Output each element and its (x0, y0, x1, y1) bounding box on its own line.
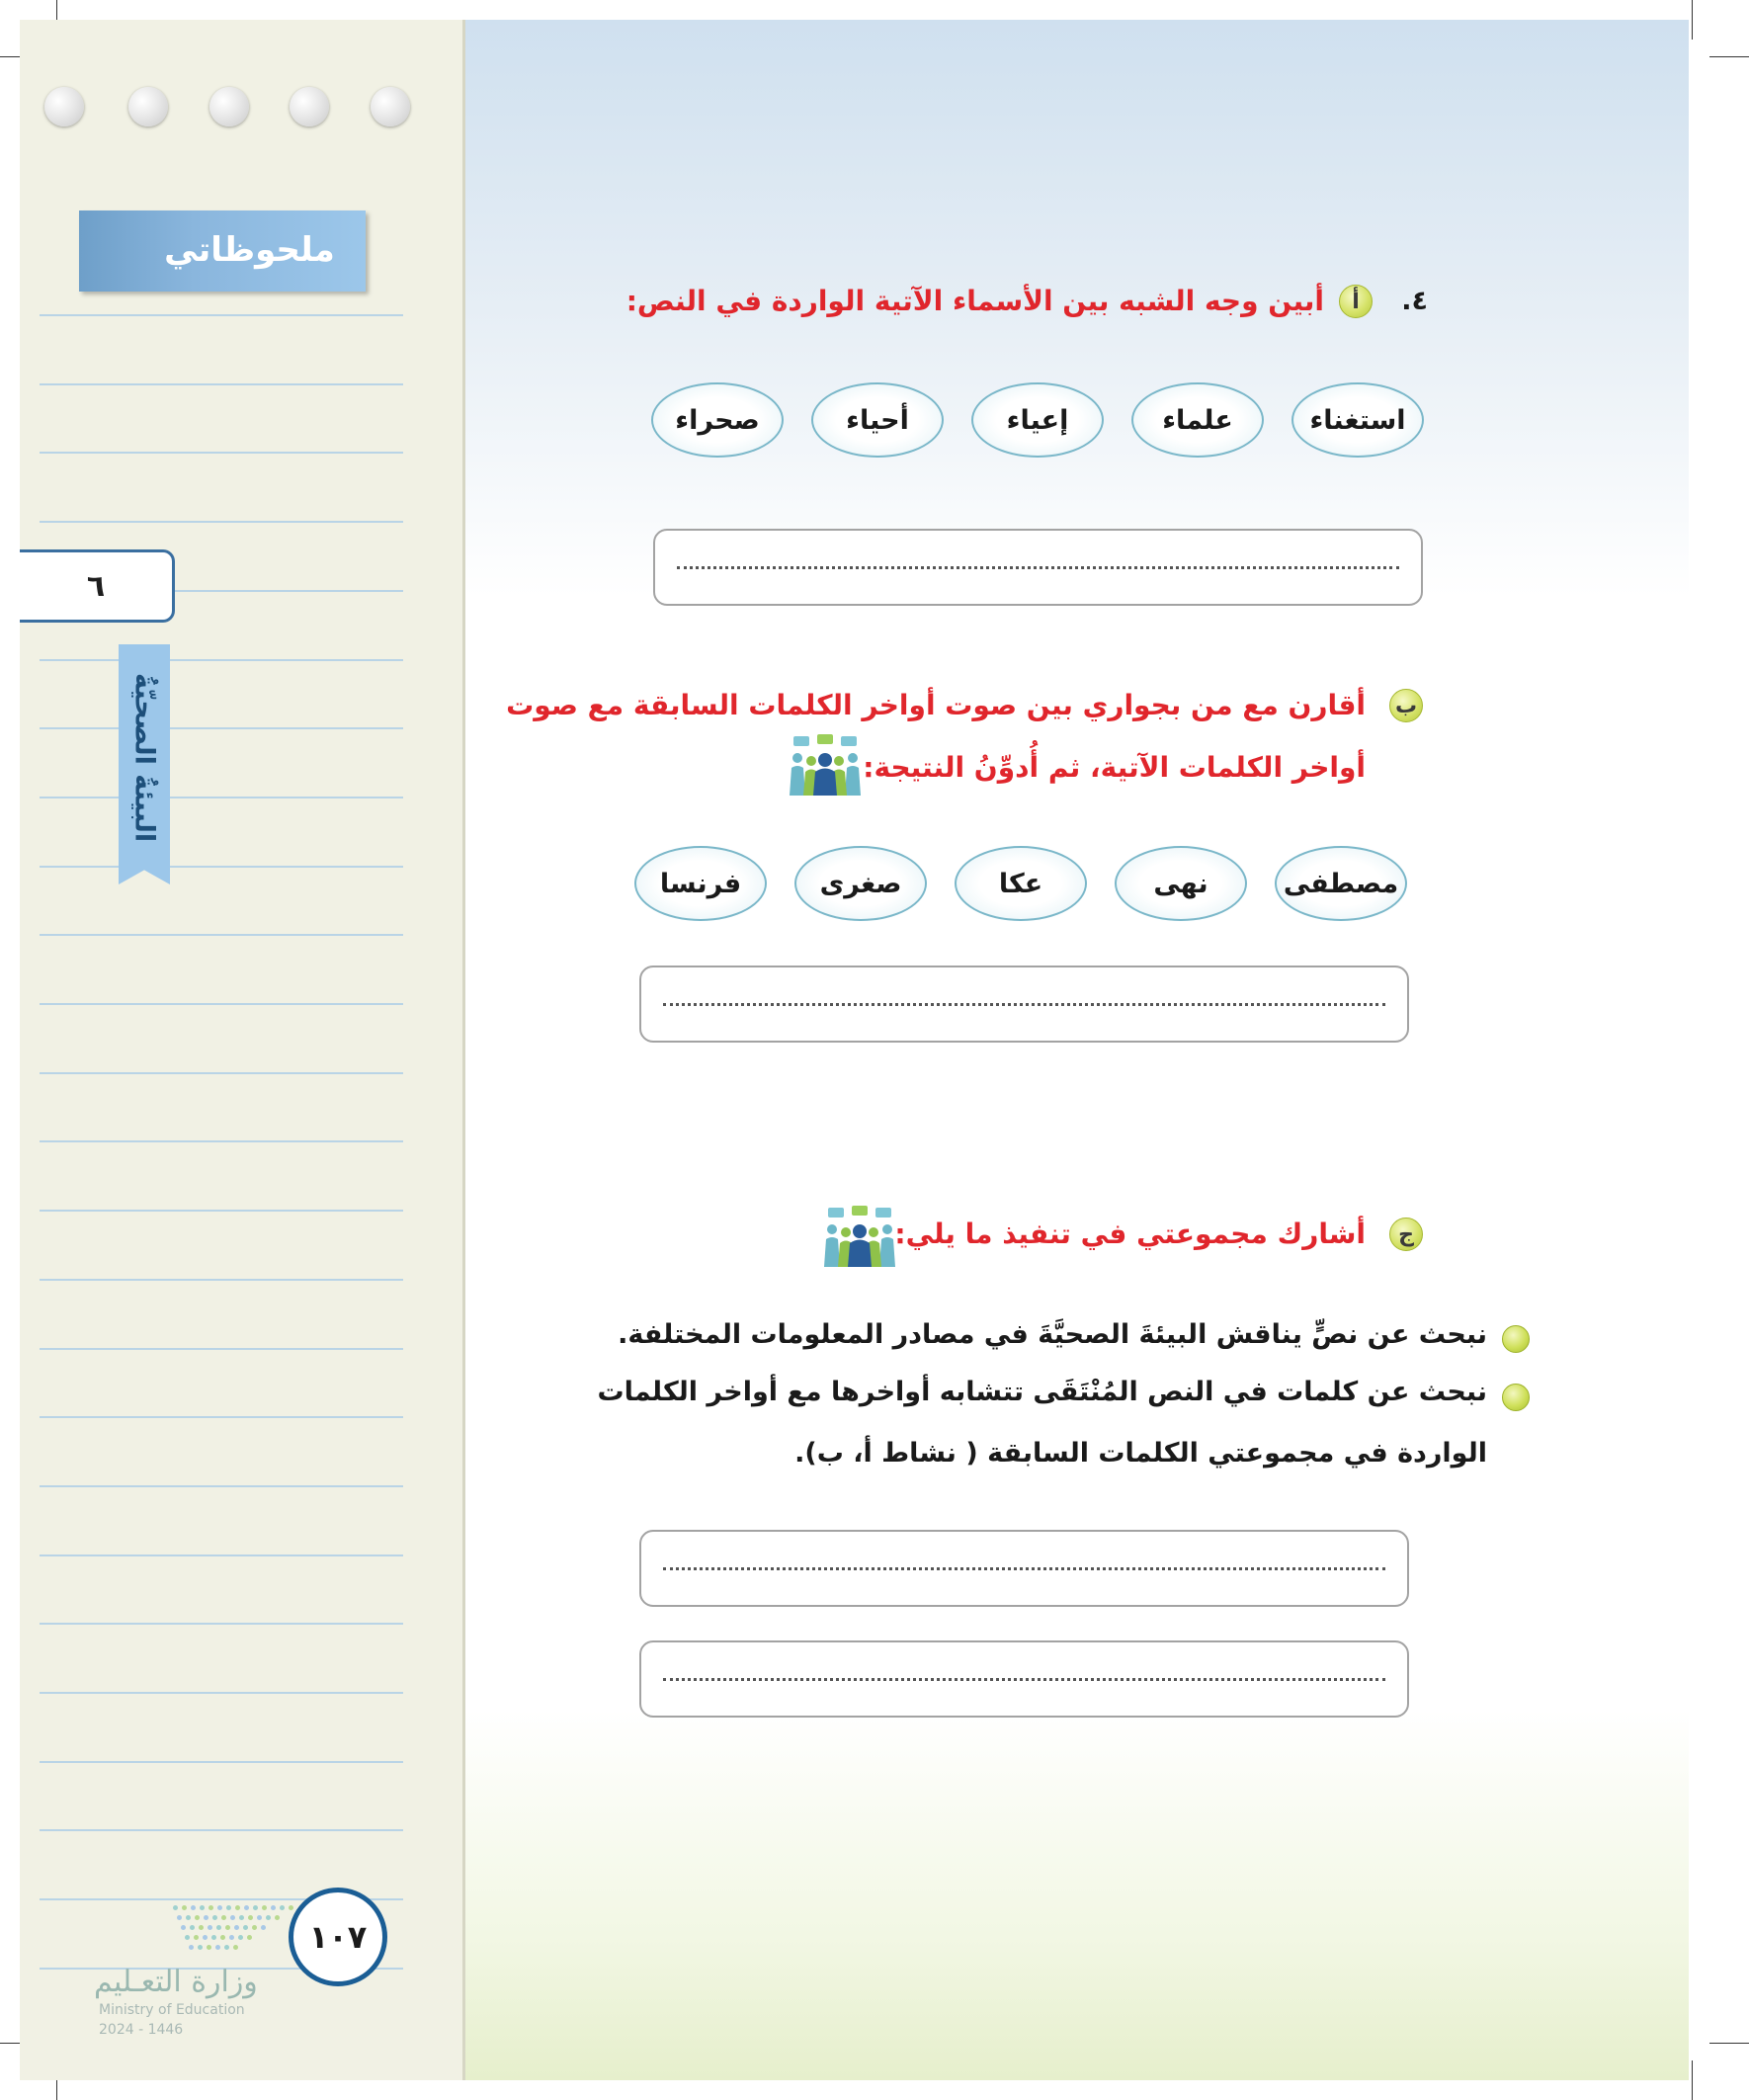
logo-dot (191, 1905, 196, 1910)
logo-dot (203, 1935, 208, 1940)
word-oval (971, 382, 1104, 458)
ruled-line (40, 1554, 403, 1556)
ruled-line (40, 1072, 403, 1074)
answer-box-c2[interactable] (639, 1640, 1409, 1718)
ruled-line (40, 934, 403, 936)
part-b-badge (1389, 689, 1423, 722)
word-label: أحياء (846, 404, 909, 436)
logo-dot (204, 1915, 208, 1920)
page-number (289, 1888, 387, 1986)
binder-hole (128, 87, 168, 126)
unit-number-box (20, 549, 175, 623)
group-work-icon (786, 734, 865, 796)
part-a-badge (1339, 285, 1373, 318)
ministry-year: 2024 - 1446 (99, 2022, 184, 2038)
word-oval (634, 846, 767, 921)
crop-mark (1692, 2060, 1693, 2100)
logo-dot (252, 1925, 257, 1930)
logo-dot (247, 1935, 252, 1940)
ruled-line (40, 1003, 403, 1005)
exercise-panel (465, 20, 1689, 2080)
part-b-prompt-line1: أقارن مع من بجواري بين صوت أواخر الكلمات السابقة مع صوت (506, 689, 1366, 721)
part-b-badge-letter: ب (1394, 693, 1418, 718)
logo-dot (253, 1905, 258, 1910)
bullet-2-text-line2: الواردة في مجموعتي الكلمات السابقة ( نشاط أ، ب). (794, 1438, 1487, 1469)
logo-dot (238, 1935, 243, 1940)
bullet-1-text: نبحث عن نصٍّ يناقش البيئةَ الصحيَّةَ في مصادر المعلومات المختلفة. (618, 1319, 1487, 1350)
binder-hole (44, 87, 84, 126)
logo-dot (207, 1945, 211, 1950)
ruled-line (40, 1485, 403, 1487)
word-label: علماء (1162, 404, 1233, 436)
ruled-line (40, 1416, 403, 1418)
binder-hole (371, 87, 410, 126)
notes-title: ملحوظاتي (164, 230, 335, 270)
unit-number: ٦ (86, 568, 106, 604)
word-oval (794, 846, 927, 921)
bullet-2-text-line1: نبحث عن كلمات في النص المُنْتَقَى تتشابه أواخرها مع أواخر الكلمات (597, 1377, 1487, 1407)
word-label: عكا (998, 868, 1043, 899)
logo-dot (243, 1925, 248, 1930)
word-oval (1291, 382, 1424, 458)
binder-hole (290, 87, 329, 126)
logo-dot (208, 1925, 212, 1930)
word-label: فرنسا (659, 868, 742, 899)
logo-dot (199, 1925, 204, 1930)
ruled-line (40, 452, 403, 454)
logo-dot (261, 1925, 266, 1930)
ruled-line (40, 1829, 403, 1831)
part-c-prompt: أشارك مجموعتي في تنفيذ ما يلي: (894, 1218, 1366, 1250)
logo-dot (271, 1905, 276, 1910)
ruled-line (40, 1761, 403, 1763)
word-oval (1131, 382, 1264, 458)
ruled-line (40, 1140, 403, 1142)
logo-dot (233, 1945, 238, 1950)
logo-dot (189, 1945, 194, 1950)
answer-box-c1[interactable] (639, 1530, 1409, 1607)
crop-mark (1692, 0, 1693, 40)
logo-dot (239, 1915, 244, 1920)
logo-dot (230, 1915, 235, 1920)
logo-dot (244, 1905, 249, 1910)
answer-dotted-line (663, 1678, 1385, 1681)
word-oval (651, 382, 784, 458)
part-b-prompt-line2: أواخر الكلمات الآتية، ثم أُدوِّنُ النتيجة: (863, 751, 1366, 784)
ruled-line (40, 1210, 403, 1212)
answer-dotted-line (663, 1003, 1385, 1006)
logo-dot (194, 1935, 199, 1940)
logo-dot (234, 1925, 239, 1930)
logo-dot (262, 1905, 267, 1910)
word-label: إعياء (1006, 404, 1069, 436)
word-label: صحراء (675, 404, 760, 436)
logo-dot (280, 1905, 285, 1910)
logo-dot (190, 1925, 195, 1930)
binder-hole (209, 87, 249, 126)
answer-dotted-line (677, 566, 1399, 569)
ruled-line (40, 383, 403, 385)
word-label: استغناء (1309, 404, 1406, 436)
notes-column (20, 20, 465, 2080)
logo-dot (185, 1935, 190, 1940)
logo-dot (181, 1925, 186, 1930)
logo-dot (217, 1905, 222, 1910)
ruled-line (40, 1692, 403, 1694)
word-label: نهى (1153, 868, 1208, 899)
ministry-name-en: Ministry of Education (99, 2002, 245, 2018)
word-oval (955, 846, 1087, 921)
logo-dot (221, 1915, 226, 1920)
crop-mark (1709, 56, 1749, 57)
logo-dot (235, 1905, 240, 1910)
logo-dot (182, 1905, 187, 1910)
logo-dot (177, 1915, 182, 1920)
group-work-icon (820, 1206, 899, 1267)
part-a-badge-letter: أ (1352, 289, 1360, 314)
logo-dot (216, 1925, 221, 1930)
logo-dot (200, 1905, 205, 1910)
part-a-prompt: أبين وجه الشبه بين الأسماء الآتية الواردة في النص: (625, 285, 1324, 317)
logo-dot (229, 1935, 234, 1940)
bullet-icon (1502, 1325, 1530, 1353)
ruled-line (40, 866, 403, 868)
word-label: صغرى (819, 868, 902, 899)
logo-dot (225, 1925, 230, 1930)
crop-mark (1709, 2043, 1749, 2044)
logo-dot (198, 1945, 203, 1950)
page-number-text: ١٠٧ (308, 1918, 368, 1956)
ruled-line (40, 521, 403, 523)
word-oval (1115, 846, 1247, 921)
logo-dot (275, 1915, 280, 1920)
ruled-line (40, 797, 403, 798)
answer-box-b[interactable] (639, 966, 1409, 1043)
ruled-line (40, 659, 403, 661)
part-c-badge (1389, 1218, 1423, 1251)
ruled-line (40, 727, 403, 729)
logo-dot (266, 1915, 271, 1920)
word-label: مصطفى (1283, 868, 1399, 899)
word-oval (1275, 846, 1407, 921)
part-c-badge-letter: ج (1398, 1221, 1414, 1247)
logo-dot (224, 1945, 229, 1950)
logo-dot (208, 1905, 213, 1910)
ruled-line (40, 1279, 403, 1281)
logo-dot (195, 1915, 200, 1920)
answer-dotted-line (663, 1567, 1385, 1570)
logo-dot (186, 1915, 191, 1920)
ministry-name-ar: وزارة التعـليم (94, 1965, 258, 1999)
ruled-line (40, 1623, 403, 1625)
logo-dot (289, 1905, 293, 1910)
question-number: ٤. (1401, 286, 1428, 316)
logo-dot (257, 1915, 262, 1920)
answer-box-a[interactable] (653, 529, 1423, 606)
ruled-line (40, 314, 403, 316)
logo-dot (215, 1945, 220, 1950)
logo-dot (211, 1935, 216, 1940)
unit-title: البيئةُ الصحيّةُ (128, 673, 160, 843)
logo-dot (226, 1905, 231, 1910)
logo-dot (220, 1935, 225, 1940)
word-oval (811, 382, 944, 458)
logo-dot (212, 1915, 217, 1920)
logo-dot (173, 1905, 178, 1910)
logo-dot (248, 1915, 253, 1920)
ruled-line (40, 1348, 403, 1350)
bullet-icon (1502, 1384, 1530, 1411)
